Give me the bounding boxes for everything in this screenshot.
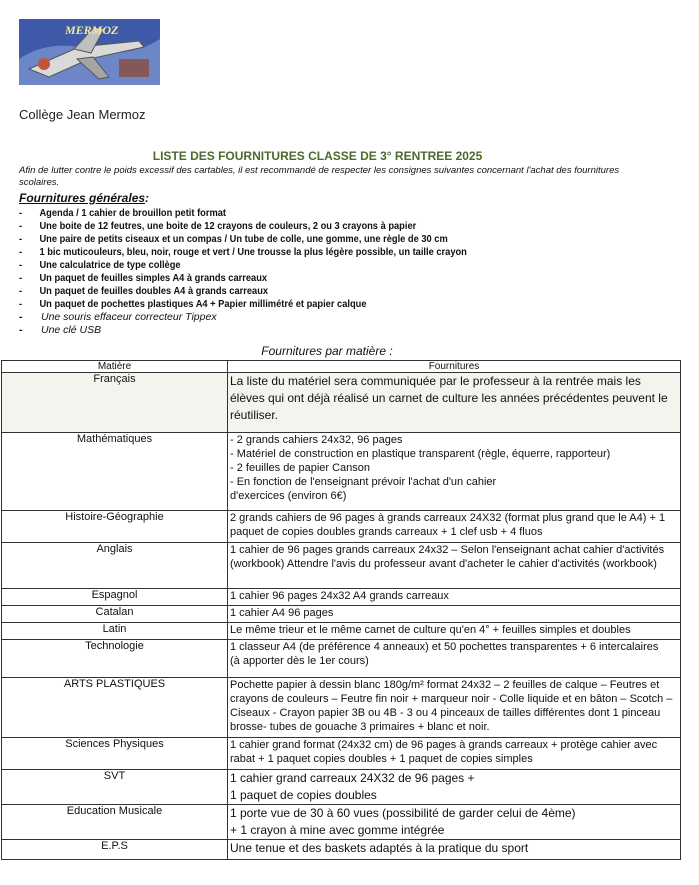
supplies-line: 1 cahier 96 pages 24x32 A4 grands carreaux xyxy=(230,590,449,602)
supplies-line: - 2 grands cahiers 24x32, 96 pages xyxy=(230,434,403,446)
subject-cell: Catalan xyxy=(2,606,228,623)
supplies-line: 1 cahier de 96 pages grands carreaux 24x32 – Selon l'enseignant achat cahier d'activités (workbook) Attendre l'avis du professeur avant d'acheter le cahier d'activités (workbook) xyxy=(230,544,665,570)
table-row xyxy=(2,433,681,511)
supplies-cell xyxy=(228,640,681,678)
list-item: - Un paquet de feuilles simples A4 à grands carreaux xyxy=(19,272,614,285)
list-item: - Une clé USB xyxy=(19,324,659,337)
supplies-cell xyxy=(228,373,681,433)
list-item: - Une souris effaceur correcteur Tippex xyxy=(19,311,659,324)
subject-cell: Technologie xyxy=(2,640,228,678)
supplies-cell xyxy=(228,770,681,805)
supplies-line: - 2 feuilles de papier Canson xyxy=(230,462,371,474)
table-row xyxy=(2,805,681,840)
supplies-line: 1 cahier A4 96 pages xyxy=(230,607,334,619)
list-item: - Une calculatrice de type collège xyxy=(19,259,614,272)
subject-cell: ARTS PLASTIQUES xyxy=(2,678,228,738)
list-item: - Une paire de petits ciseaux et un compas / Un tube de colle, une gomme, une règle de 30 cm xyxy=(19,233,614,246)
subject-cell: Sciences Physiques xyxy=(2,738,228,770)
supplies-line: 1 paquet de copies doubles xyxy=(230,788,377,802)
table-row xyxy=(2,373,681,433)
subject-cell: Histoire-Géographie xyxy=(2,511,228,543)
supplies-line: d'exercices (environ 6€) xyxy=(230,490,347,502)
supplies-line: + 1 crayon à mine avec gomme intégrée xyxy=(230,823,445,837)
supplies-line: Une tenue et des baskets adaptés à la pratique du sport xyxy=(230,841,529,855)
supplies-cell xyxy=(228,511,681,543)
supplies-cell xyxy=(228,738,681,770)
by-subject-heading: Fournitures par matière : xyxy=(261,344,393,358)
subject-cell: Français xyxy=(2,373,228,433)
supplies-line: 1 porte vue de 30 à 60 vues (possibilité de garder celui de 4ème) xyxy=(230,806,576,820)
table-row xyxy=(2,543,681,589)
list-item: - Un paquet de pochettes plastiques A4 + Papier millimétré et papier calque xyxy=(19,298,614,311)
subject-cell: Espagnol xyxy=(2,589,228,606)
supplies-line: La liste du matériel sera communiquée par le professeur à la rentrée mais les élèves qui ont déjà réalisé un carnet de culture les années précédentes peuvent le réutiliser. xyxy=(230,374,668,422)
college-logo xyxy=(19,19,160,85)
supplies-cell xyxy=(228,805,681,840)
subject-cell: Latin xyxy=(2,623,228,640)
table-header-row xyxy=(2,361,681,373)
supplies-line: (à apporter dès le 1er cours) xyxy=(230,655,369,667)
column-header-subject: Matière xyxy=(2,361,228,373)
intro-text: Afin de lutter contre le poids excessif des cartables, il est recommandé de respecter les consignes suivantes concernant l'achat des fournitures scolaires. xyxy=(19,165,620,188)
supplies-line: 1 classeur A4 (de préférence 4 anneaux) et 50 pochettes transparentes + 6 intercalaires xyxy=(230,641,659,653)
supplies-line: 2 grands cahiers de 96 pages à grands carreaux 24X32 (format plus grand que le A4) + 1 paquet de copies doubles grands carreaux + 1 clef usb + 4 fluos xyxy=(230,512,666,538)
logo-text: MERMOZ xyxy=(65,23,119,37)
supplies-cell xyxy=(228,589,681,606)
subject-cell: SVT xyxy=(2,770,228,805)
list-item: - Une boite de 12 feutres, une boite de 12 crayons de couleurs, 2 ou 3 crayons à papier xyxy=(19,220,614,233)
general-supplies-heading xyxy=(19,191,149,205)
subject-cell: Education Musicale xyxy=(2,805,228,840)
list-item: - 1 bic muticouleurs, bleu, noir, rouge et vert / Une trousse la plus légère possible, un taille crayon xyxy=(19,246,614,259)
subject-cell: Mathématiques xyxy=(2,433,228,511)
supplies-cell xyxy=(228,606,681,623)
supplies-table xyxy=(1,360,681,860)
table-row xyxy=(2,640,681,678)
supplies-line: 1 cahier grand format (24x32 cm) de 96 pages à grands carreaux + protège cahier avec rabat + 1 paquet copies doubles + 1 paquet de copies simples xyxy=(230,739,658,765)
list-item: - Un paquet de feuilles doubles A4 à grands carreaux xyxy=(19,285,614,298)
column-header-supplies: Fournitures xyxy=(228,361,681,373)
table-row xyxy=(2,511,681,543)
table-row xyxy=(2,606,681,623)
subject-cell: Anglais xyxy=(2,543,228,589)
supplies-cell xyxy=(228,543,681,589)
general-heading-text: Fournitures générales xyxy=(19,191,146,205)
supplies-line: - En fonction de l'enseignant prévoir l'achat d'un cahier xyxy=(230,476,497,488)
document-title: LISTE DES FOURNITURES CLASSE DE 3° RENTREE 2025 xyxy=(152,149,483,163)
table-row xyxy=(2,678,681,738)
table-row xyxy=(2,770,681,805)
table-row xyxy=(2,738,681,770)
table-row xyxy=(2,623,681,640)
supplies-cell xyxy=(228,433,681,511)
supplies-cell xyxy=(228,840,681,860)
table-row xyxy=(2,840,681,860)
supplies-cell xyxy=(228,678,681,738)
supplies-line: 1 cahier grand carreaux 24X32 de 96 pages + xyxy=(230,771,475,785)
general-heading-suffix: : xyxy=(145,191,150,205)
supplies-line: Pochette papier à dessin blanc 180g/m² format 24x32 – 2 feuilles de calque – Feutres et crayons de couleurs – Feutre fin noir + marqueur noir - Colle liquide et en bâton – Scotch – Ciseaux - Crayon papier 3B ou 4B - 3 ou 4 pinceaux de tailles différentes dont 1 pinceau brosse- tubes de gouache 3 primaires + blanc et noir. xyxy=(230,679,673,733)
college-name: Collège Jean Mermoz xyxy=(19,107,146,122)
supplies-cell xyxy=(228,623,681,640)
table-row xyxy=(2,589,681,606)
subject-cell: E.P.S xyxy=(2,840,228,860)
list-item: - Agenda / 1 cahier de brouillon petit format xyxy=(19,207,614,220)
supplies-line: Le même trieur et le même carnet de culture qu'en 4° + feuilles simples et doubles xyxy=(230,624,631,636)
general-supplies-list xyxy=(19,207,659,337)
supplies-line: - Matériel de construction en plastique transparent (règle, équerre, rapporteur) xyxy=(230,448,611,460)
